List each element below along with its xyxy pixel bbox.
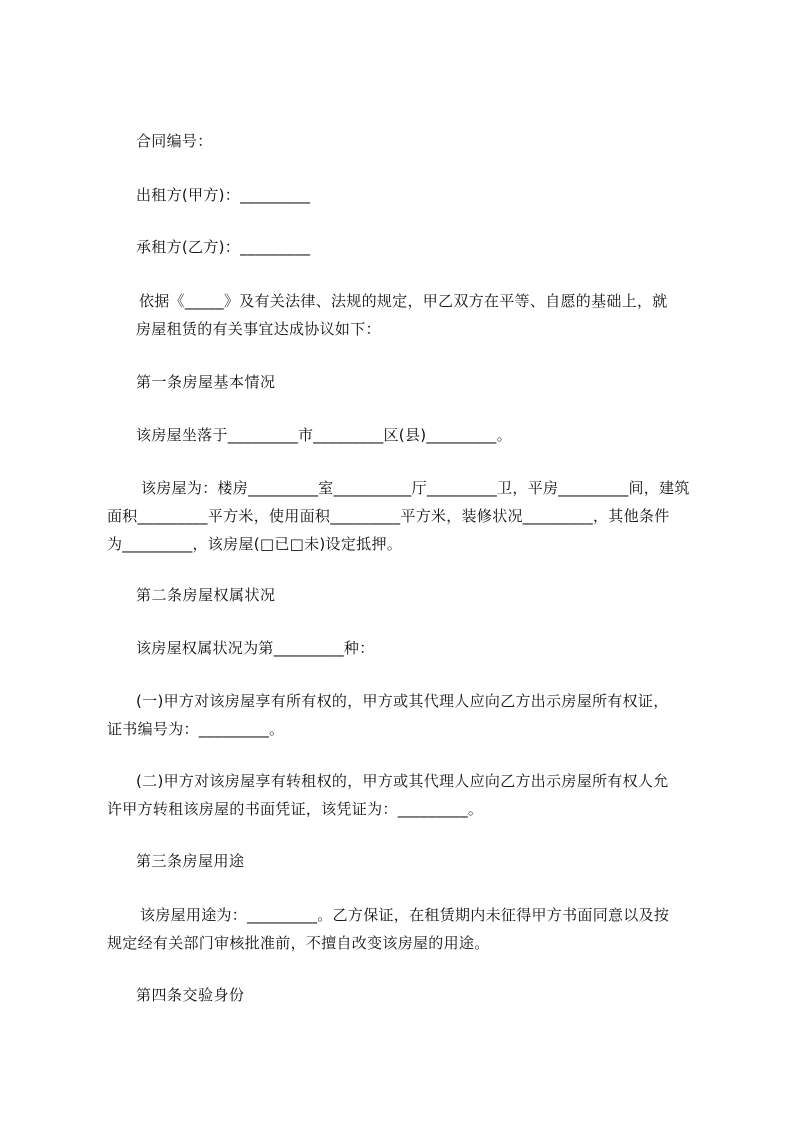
article-3-body-line-2: 规定经有关部门审核批准前，不擅自改变该房屋的用途。 [107, 934, 490, 952]
lessee-line: 承租方(乙方)：_________ [136, 238, 311, 256]
article-1-details-line-3: 为_________，该房屋(□已□未)设定抵押。 [107, 535, 403, 553]
article-2-item-1-line-1: (一)甲方对该房屋享有所有权的，甲方或其代理人应向乙方出示房屋所有权证， [136, 692, 669, 710]
lessor-line: 出租方(甲方)：_________ [136, 186, 311, 204]
article-1-details-line-2: 面积_________平方米，使用面积_________平方米，装修状况_________，其他条件 [107, 507, 670, 525]
article-2-status: 该房屋权属状况为第_________种： [136, 639, 375, 657]
contract-number-label: 合同编号： [136, 132, 213, 150]
intro-line-2: 房屋租赁的有关事宜达成协议如下： [136, 320, 381, 338]
article-2-title: 第二条房屋权属状况 [136, 586, 276, 604]
article-1-details-line-1: 该房屋为：楼房_________室__________厅_________卫，平房_________间，建筑 [141, 479, 690, 497]
article-2-item-1-line-2: 证书编号为：_________。 [107, 720, 285, 738]
article-4-title: 第四条交验身份 [136, 986, 245, 1004]
article-1-title: 第一条房屋基本情况 [136, 373, 276, 391]
article-3-body-line-1: 该房屋用途为：_________。乙方保证，在租赁期内未征得甲方书面同意以及按 [140, 906, 670, 924]
article-3-title: 第三条房屋用途 [136, 852, 245, 870]
article-2-item-2-line-1: (二)甲方对该房屋享有转租权的，甲方或其代理人应向乙方出示房屋所有权人允 [136, 772, 669, 790]
intro-line-1: 依据《_____》及有关法律、法规的规定，甲乙双方在平等、自愿的基础上，就 [139, 292, 668, 310]
article-2-item-2-line-2: 许甲方转租该房屋的书面凭证，该凭证为：_________。 [107, 800, 484, 818]
article-1-location: 该房屋坐落于_________市_________区(县)_________。 [136, 426, 512, 444]
